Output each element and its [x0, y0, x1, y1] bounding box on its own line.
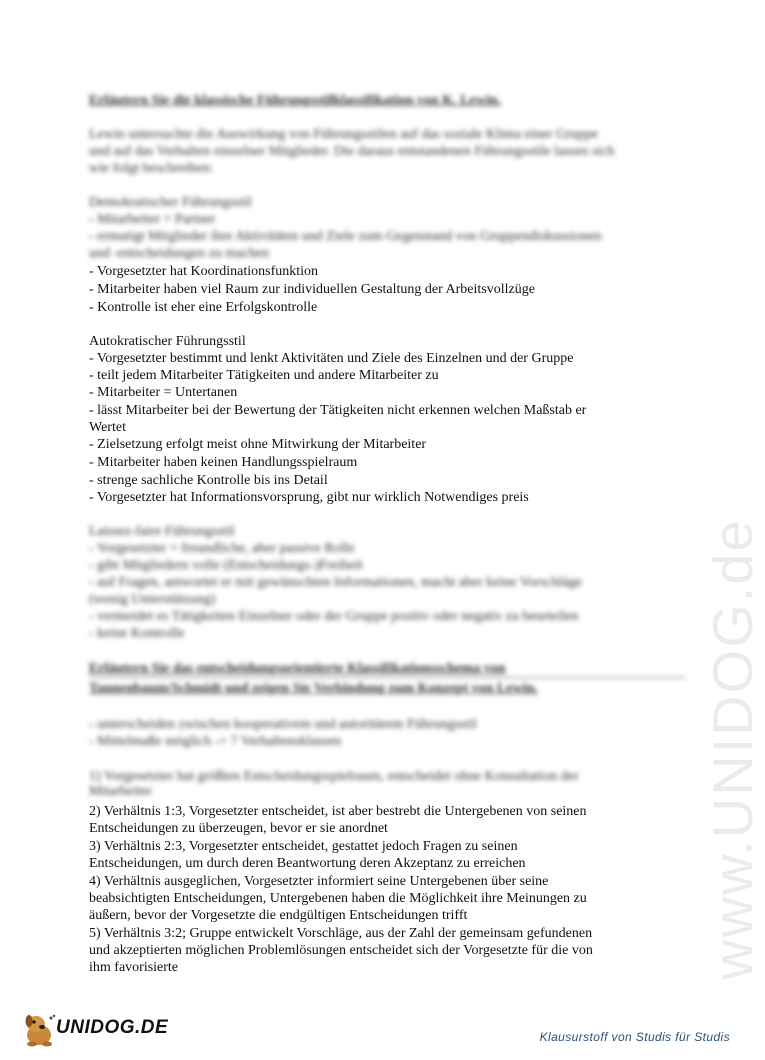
numbered-item-continuation: Entscheidungen zu überzeugen, bevor er sie anordnet	[89, 821, 388, 836]
heading-tannenbaum: Tannenbaum/Schmidt und zeigen Sie Verbindung zum Konzept von Lewin.	[89, 681, 538, 696]
list-item: - ermutigt Mitglieder ihre Aktivitäten und Ziele zum Gegenstand von Gruppendiskussionen	[89, 229, 602, 244]
list-item: und -entscheidungen zu machen	[89, 246, 269, 261]
list-item: - Mitarbeiter = Partner	[89, 212, 216, 227]
list-item: - gibt Mitgliedern volle (Entscheidungs-)Freiheit	[89, 558, 363, 573]
footer-slogan: Klausurstoff von Studis für Studis	[539, 1030, 730, 1044]
list-item: - Zielsetzung erfolgt meist ohne Mitwirkung der Mitarbeiter	[89, 437, 427, 452]
list-item: - lässt Mitarbeiter bei der Bewertung der Tätigkeiten nicht erkennen welchen Maßstab er	[89, 403, 587, 418]
numbered-item-continuation: beabsichtigten Entscheidungen, Untergebenen haben die Möglichkeit ihre Meinungen zu	[89, 891, 587, 906]
heading-tannenbaum: Erläutern Sie das entscheidungsorientierte Klassifikationsschema von	[89, 661, 506, 676]
logo-text: UNIDOG.DE	[56, 1017, 169, 1038]
list-item: - teilt jedem Mitarbeiter Tätigkeiten und andere Mitarbeiter zu	[89, 368, 439, 383]
list-item: - Vorgesetzter hat Informationsvorsprung, gibt nur wirklich Notwendiges preis	[89, 490, 529, 505]
numbered-item: 2) Verhältnis 1:3, Vorgesetzter entscheidet, ist aber bestrebt die Untergebenen von seinen	[89, 804, 587, 819]
numbered-item-continuation: Mitarbeiter	[89, 784, 152, 799]
list-item: - Mitarbeiter haben viel Raum zur individuellen Gestaltung der Arbeitsvollzüge	[89, 282, 535, 297]
section-title-laissez-faire: Laissez-faire Führungsstil	[89, 524, 235, 539]
intro-line: Lewin untersuchte die Auswirkung von Führungsstilen auf das soziale Klima einer Gruppe	[89, 127, 598, 142]
numbered-item-continuation: äußern, bevor der Vorgesetzte die endgültigen Entscheidungen trifft	[89, 908, 468, 923]
list-item: - Mitarbeiter haben keinen Handlungsspielraum	[89, 455, 358, 470]
list-item: - unterscheiden zwischen kooperativem und autoritärem Führungsstil	[89, 717, 478, 732]
section-title-autokratisch: Autokratischer Führungsstil	[89, 334, 246, 349]
numbered-item-continuation: Entscheidungen, um durch deren Beantwortung deren Akzeptanz zu erreichen	[89, 856, 526, 871]
section-title-demokratisch: Demokratischer Führungsstil	[89, 195, 252, 210]
dog-icon	[20, 1010, 58, 1048]
unidog-logo[interactable]	[20, 1010, 170, 1050]
list-item: - auf Fragen, antwortet er mit gewünschten Informationen, macht aber keine Vorschläge	[89, 575, 582, 590]
divider	[89, 677, 685, 678]
heading-lewin: Erläutern Sie die klassische Führungsstilklassifikation von K. Lewin.	[89, 93, 501, 108]
numbered-item-continuation: ihm favorisierte	[89, 960, 179, 975]
list-item: - Vorgesetzter bestimmt und lenkt Aktivitäten und Ziele des Einzelnen und der Gruppe	[89, 351, 574, 366]
numbered-item: 1) Vorgesetzter hat größten Entscheidungsspielraum, entscheidet ohne Konsultation der	[89, 769, 579, 784]
list-item: - strenge sachliche Kontrolle bis ins Detail	[89, 473, 328, 488]
list-item: - Vorgesetzter hat Koordinationsfunktion	[89, 264, 319, 279]
intro-line: und auf das Verhalten einzelner Mitglieder. Die daraus entstandenen Führungsstile lassen sich	[89, 144, 615, 159]
list-item: - vermeidet es Tätigkeiten Einzelner oder der Gruppe positiv oder negativ zu beurteilen	[89, 609, 579, 624]
numbered-item-continuation: und akzeptierten möglichen Problemlösungen entscheidet sich der Vorgesetzte für die von	[89, 943, 593, 958]
numbered-item: 3) Verhältnis 2:3, Vorgesetzter entscheidet, gestattet jedoch Fragen zu seinen	[89, 839, 518, 854]
numbered-item: 4) Verhältnis ausgeglichen, Vorgesetzter informiert seine Untergebenen über seine	[89, 874, 549, 889]
list-item: - keine Kontrolle	[89, 626, 185, 641]
list-item: - Kontrolle ist eher eine Erfolgskontrolle	[89, 300, 318, 315]
list-item: - Mittelmaße möglich -> 7 Verhaltensklassen	[89, 734, 342, 749]
intro-line: wie folgt beschreiben:	[89, 161, 214, 176]
list-item: (wenig Unterstützung)	[89, 592, 216, 607]
watermark: www.UNIDOG.de	[701, 518, 764, 980]
list-item: Wertet	[89, 420, 126, 435]
list-item: - Mitarbeiter = Untertanen	[89, 385, 238, 400]
numbered-item: 5) Verhältnis 3:2; Gruppe entwickelt Vorschläge, aus der Zahl der gemeinsam gefundenen	[89, 926, 593, 941]
list-item: - Vorgesetzter = freundliche, aber passive Rolle	[89, 541, 355, 556]
